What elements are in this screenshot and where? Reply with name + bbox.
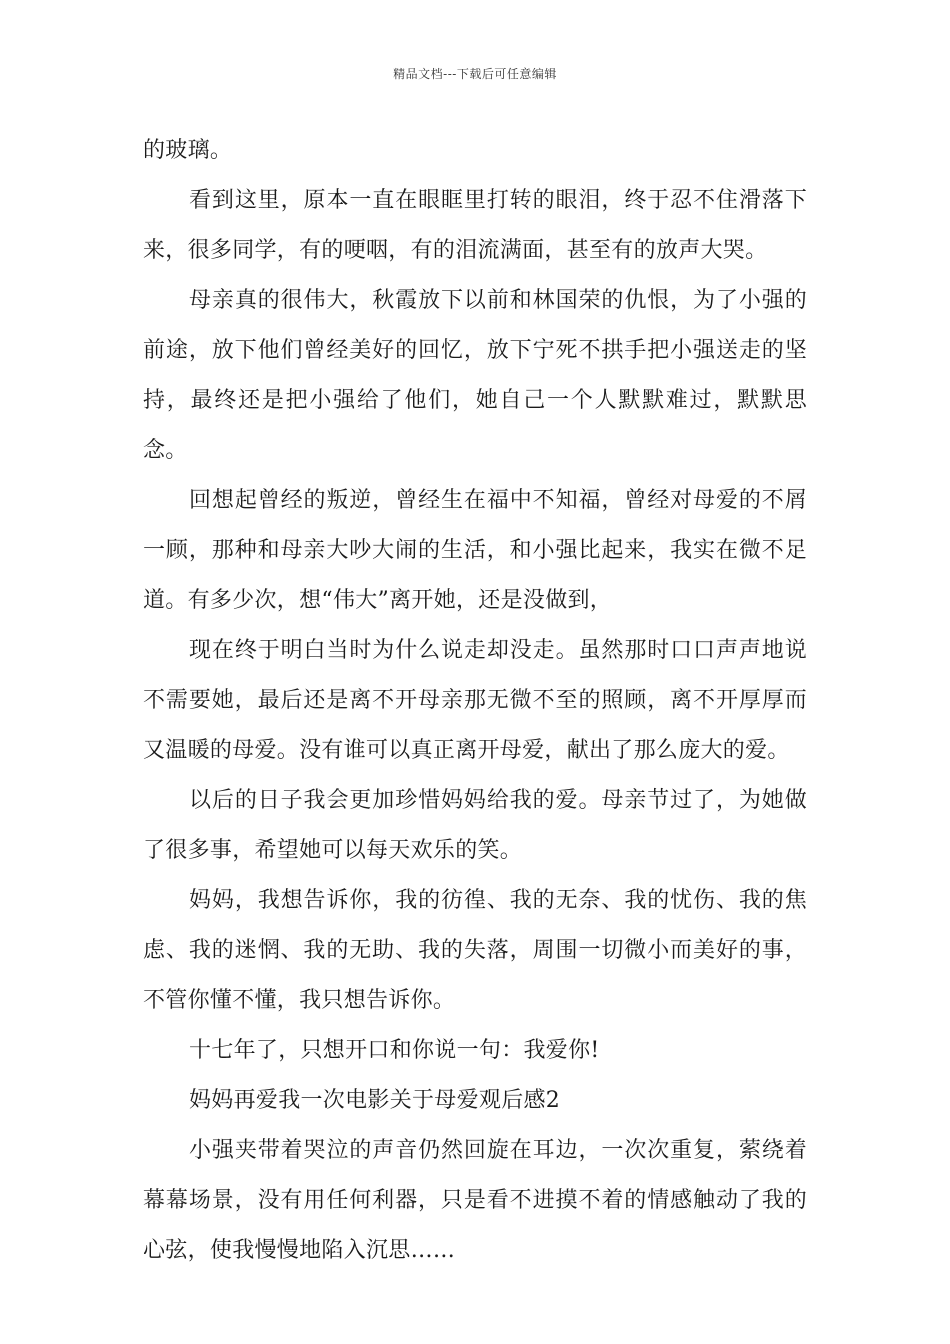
paragraph: 以后的日子我会更加珍惜妈妈给我的爱。母亲节过了，为她做了很多事，希望她可以每天欢乐的笑。 bbox=[143, 788, 807, 863]
paragraph: 母亲真的很伟大，秋霞放下以前和林国荣的仇恨，为了小强的前途，放下他们曾经美好的回忆，放下宁死不拱手把小强送走的坚持，最终还是把小强给了他们，她自己一个人默默难过，默默思念。 bbox=[143, 288, 807, 463]
paragraph: 现在终于明白当时为什么说走却没走。虽然那时口口声声地说不需要她，最后还是离不开母亲那无微不至的照顾，离不开厚厚而又温暖的母爱。没有谁可以真正离开母爱，献出了那么庞大的爱。 bbox=[143, 638, 807, 763]
page-header: 精品文档---下载后可任意编辑 bbox=[393, 67, 557, 81]
paragraph: 回想起曾经的叛逆，曾经生在福中不知福，曾经对母爱的不屑一顾，那种和母亲大吵大闹的生活，和小强比起来，我实在微不足道。有多少次，想“伟大”离开她，还是没做到， bbox=[143, 488, 807, 613]
document-body bbox=[143, 126, 807, 1276]
paragraph: 妈妈，我想告诉你，我的彷徨、我的无奈、我的忧伤、我的焦虑、我的迷惘、我的无助、我的失落，周围一切微小而美好的事，不管你懂不懂，我只想告诉你。 bbox=[143, 888, 807, 1013]
paragraph: 十七年了，只想开口和你说一句：我爱你! bbox=[189, 1038, 600, 1063]
paragraph: 看到这里，原本一直在眼眶里打转的眼泪，终于忍不住滑落下来，很多同学，有的哽咽，有的泪流满面，甚至有的放声大哭。 bbox=[143, 188, 807, 263]
paragraph: 小强夹带着哭泣的声音仍然回旋在耳边，一次次重复，萦绕着幕幕场景，没有用任何利器，只是看不进摸不着的情感触动了我的心弦，使我慢慢地陷入沉思…… bbox=[143, 1138, 807, 1263]
section-title: 妈妈再爱我一次电影关于母爱观后感2 bbox=[189, 1088, 561, 1113]
paragraph: 的玻璃。 bbox=[143, 138, 233, 163]
